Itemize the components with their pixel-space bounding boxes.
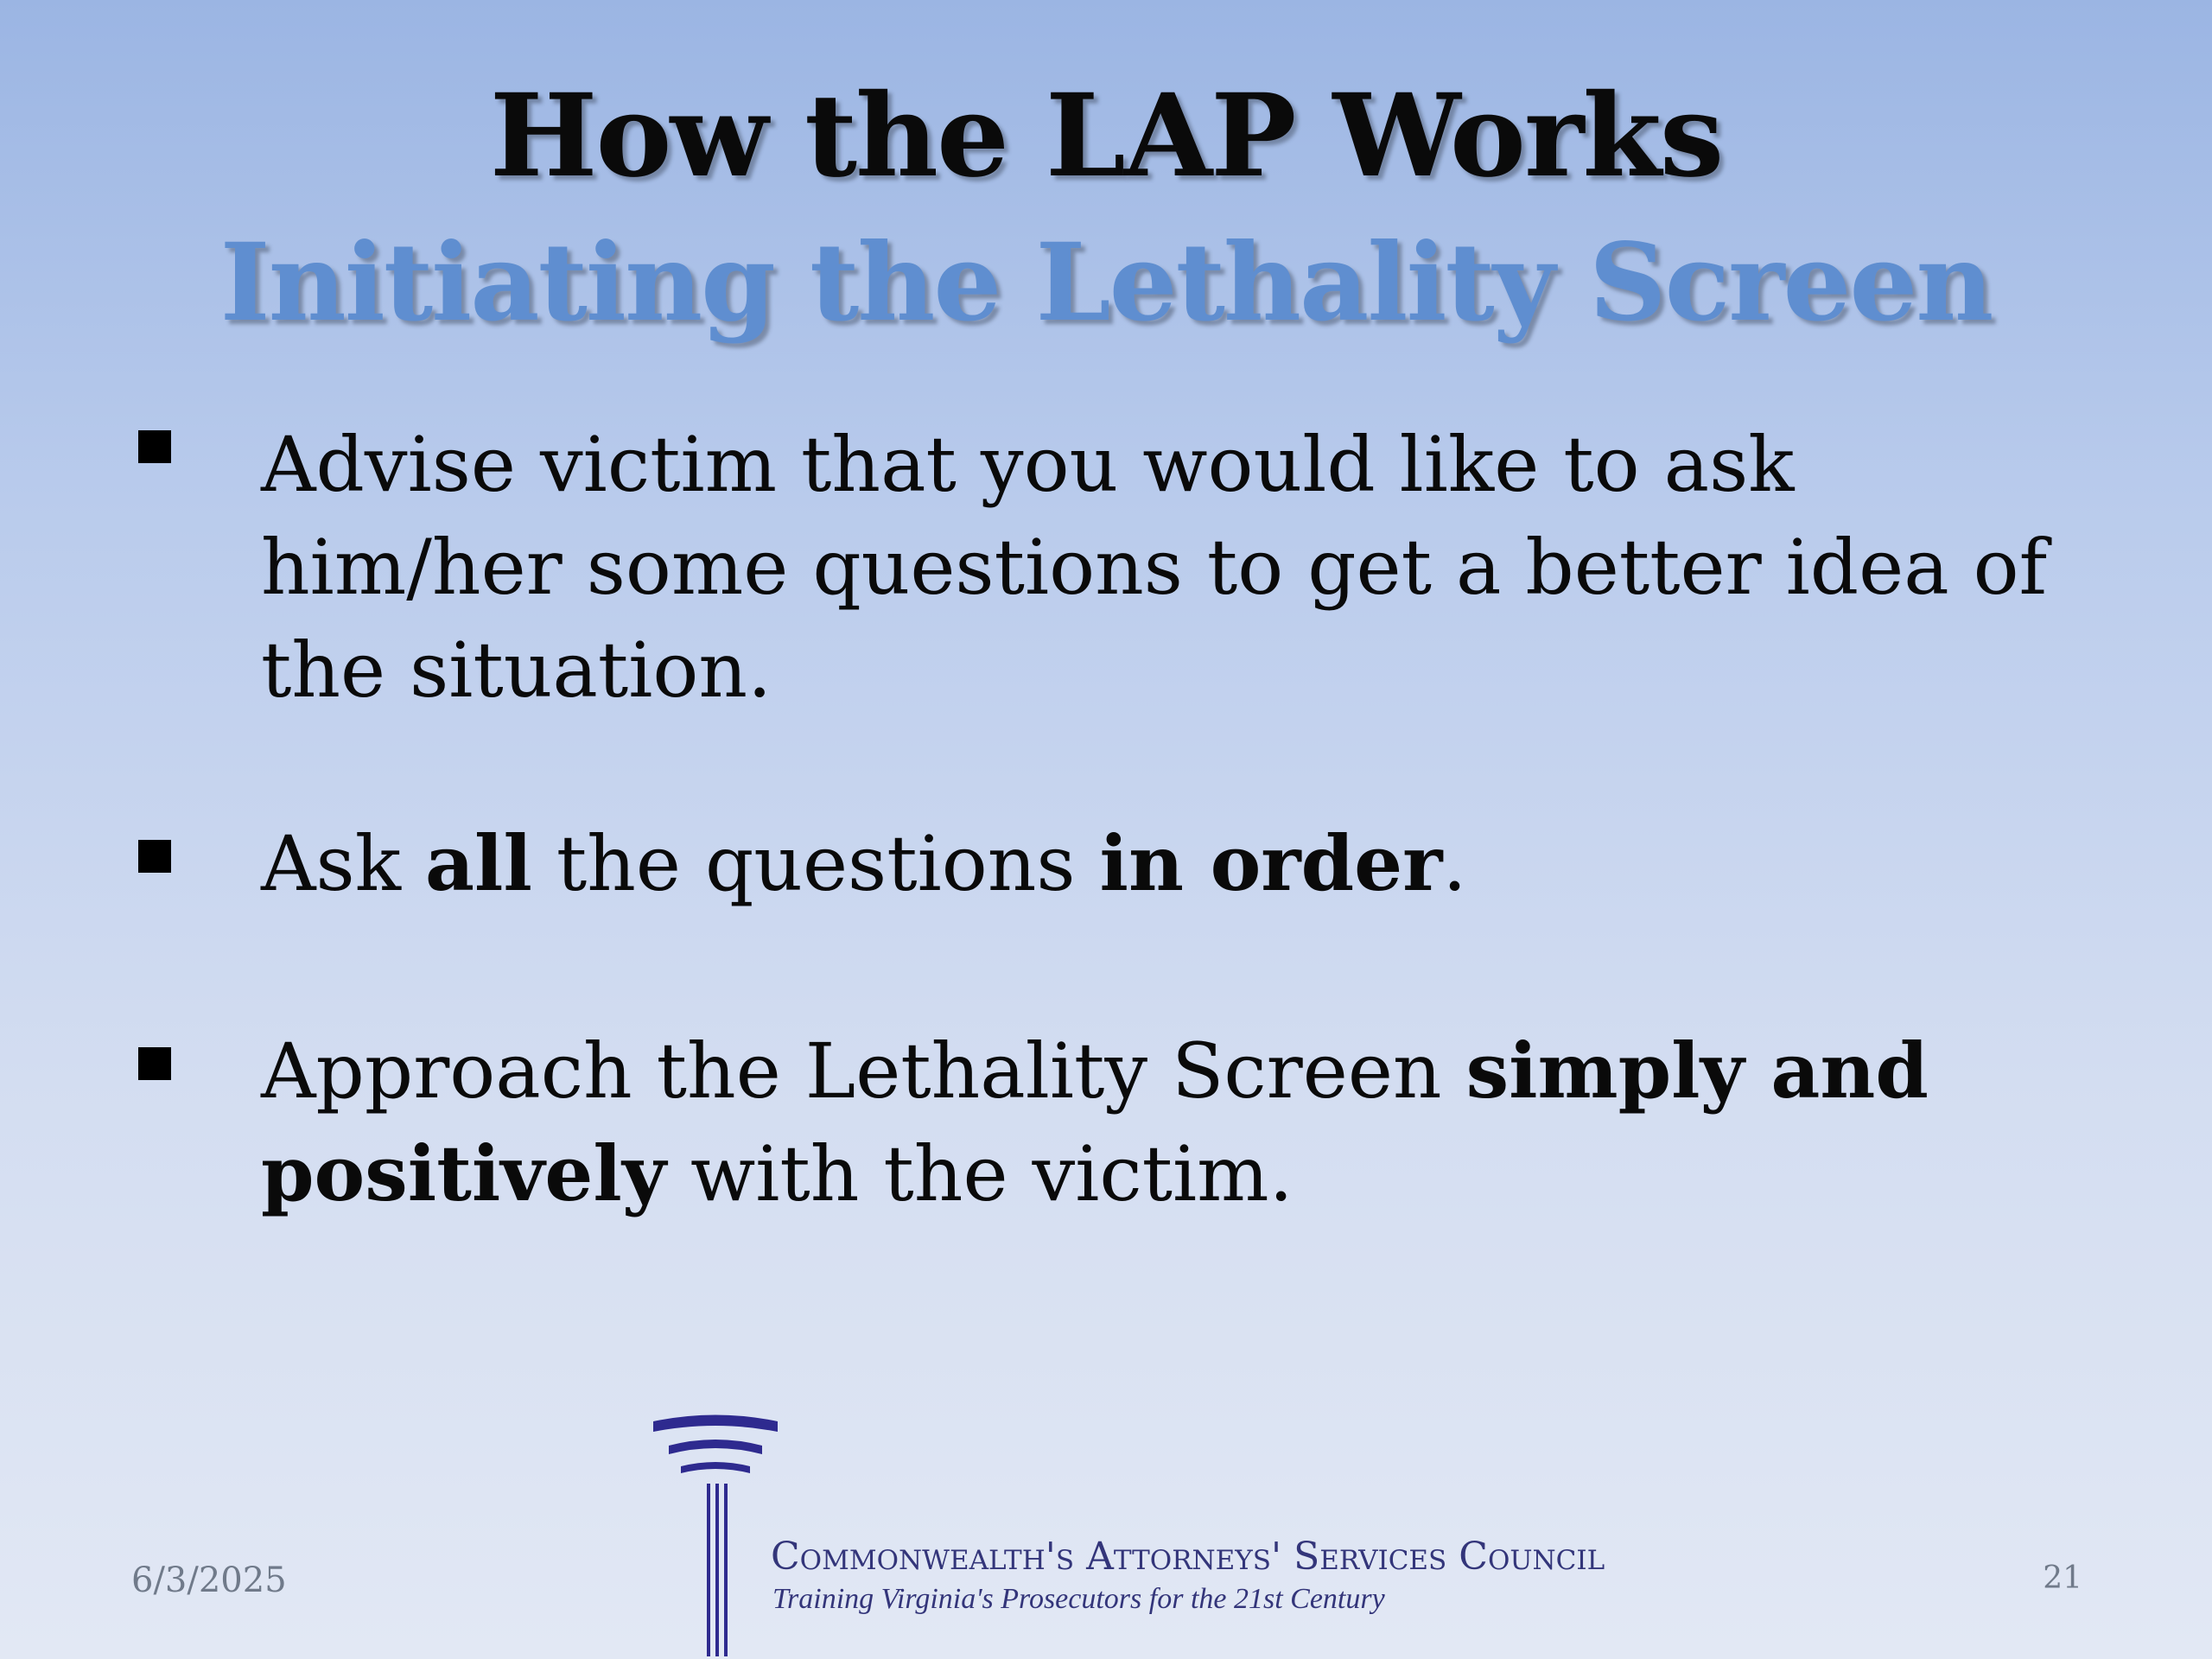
- text-run: the questions: [531, 819, 1100, 908]
- text-run: Advise victim that you would like to ask: [261, 420, 1795, 509]
- bullet-line: [261, 1122, 2179, 1225]
- text-run: Approach the Lethality Screen: [261, 1027, 1466, 1116]
- bullet-line: [261, 516, 2179, 619]
- text-run: with the victim.: [665, 1129, 1294, 1218]
- footer-date: 6/3/2025: [131, 1560, 287, 1600]
- text-run: him/her some questions to get a better idea of: [261, 523, 2048, 612]
- org-name: Commonwealth's Attorneys' Services Council: [771, 1535, 1605, 1579]
- slide-subtitle: Initiating the Lethality Screen: [219, 220, 1993, 346]
- bullet-text: [261, 1020, 2179, 1225]
- square-bullet-icon: [138, 840, 171, 873]
- bullet-line: [261, 413, 2179, 516]
- page-number: 21: [2043, 1560, 2082, 1596]
- square-bullet-icon: [138, 430, 171, 463]
- text-run: .: [1442, 819, 1467, 908]
- bold-text-run: in order: [1099, 818, 1443, 908]
- bullet-text: [261, 812, 2179, 915]
- text-run: the situation.: [261, 626, 772, 715]
- bold-text-run: positively: [261, 1128, 666, 1218]
- slide-title: How the LAP Works: [489, 69, 1723, 203]
- square-bullet-icon: [138, 1047, 171, 1080]
- text-run: Ask: [261, 819, 426, 908]
- bullet-line: [261, 812, 2179, 915]
- bold-text-run: all: [425, 818, 532, 908]
- bold-text-run: simply and: [1465, 1026, 1929, 1116]
- bullet-text: [261, 413, 2179, 721]
- org-tagline: Training Virginia's Prosecutors for the 21st Century: [772, 1583, 1385, 1615]
- bullet-line: [261, 619, 2179, 721]
- bullet-line: [261, 1020, 2179, 1122]
- column-icon: [646, 1413, 785, 1659]
